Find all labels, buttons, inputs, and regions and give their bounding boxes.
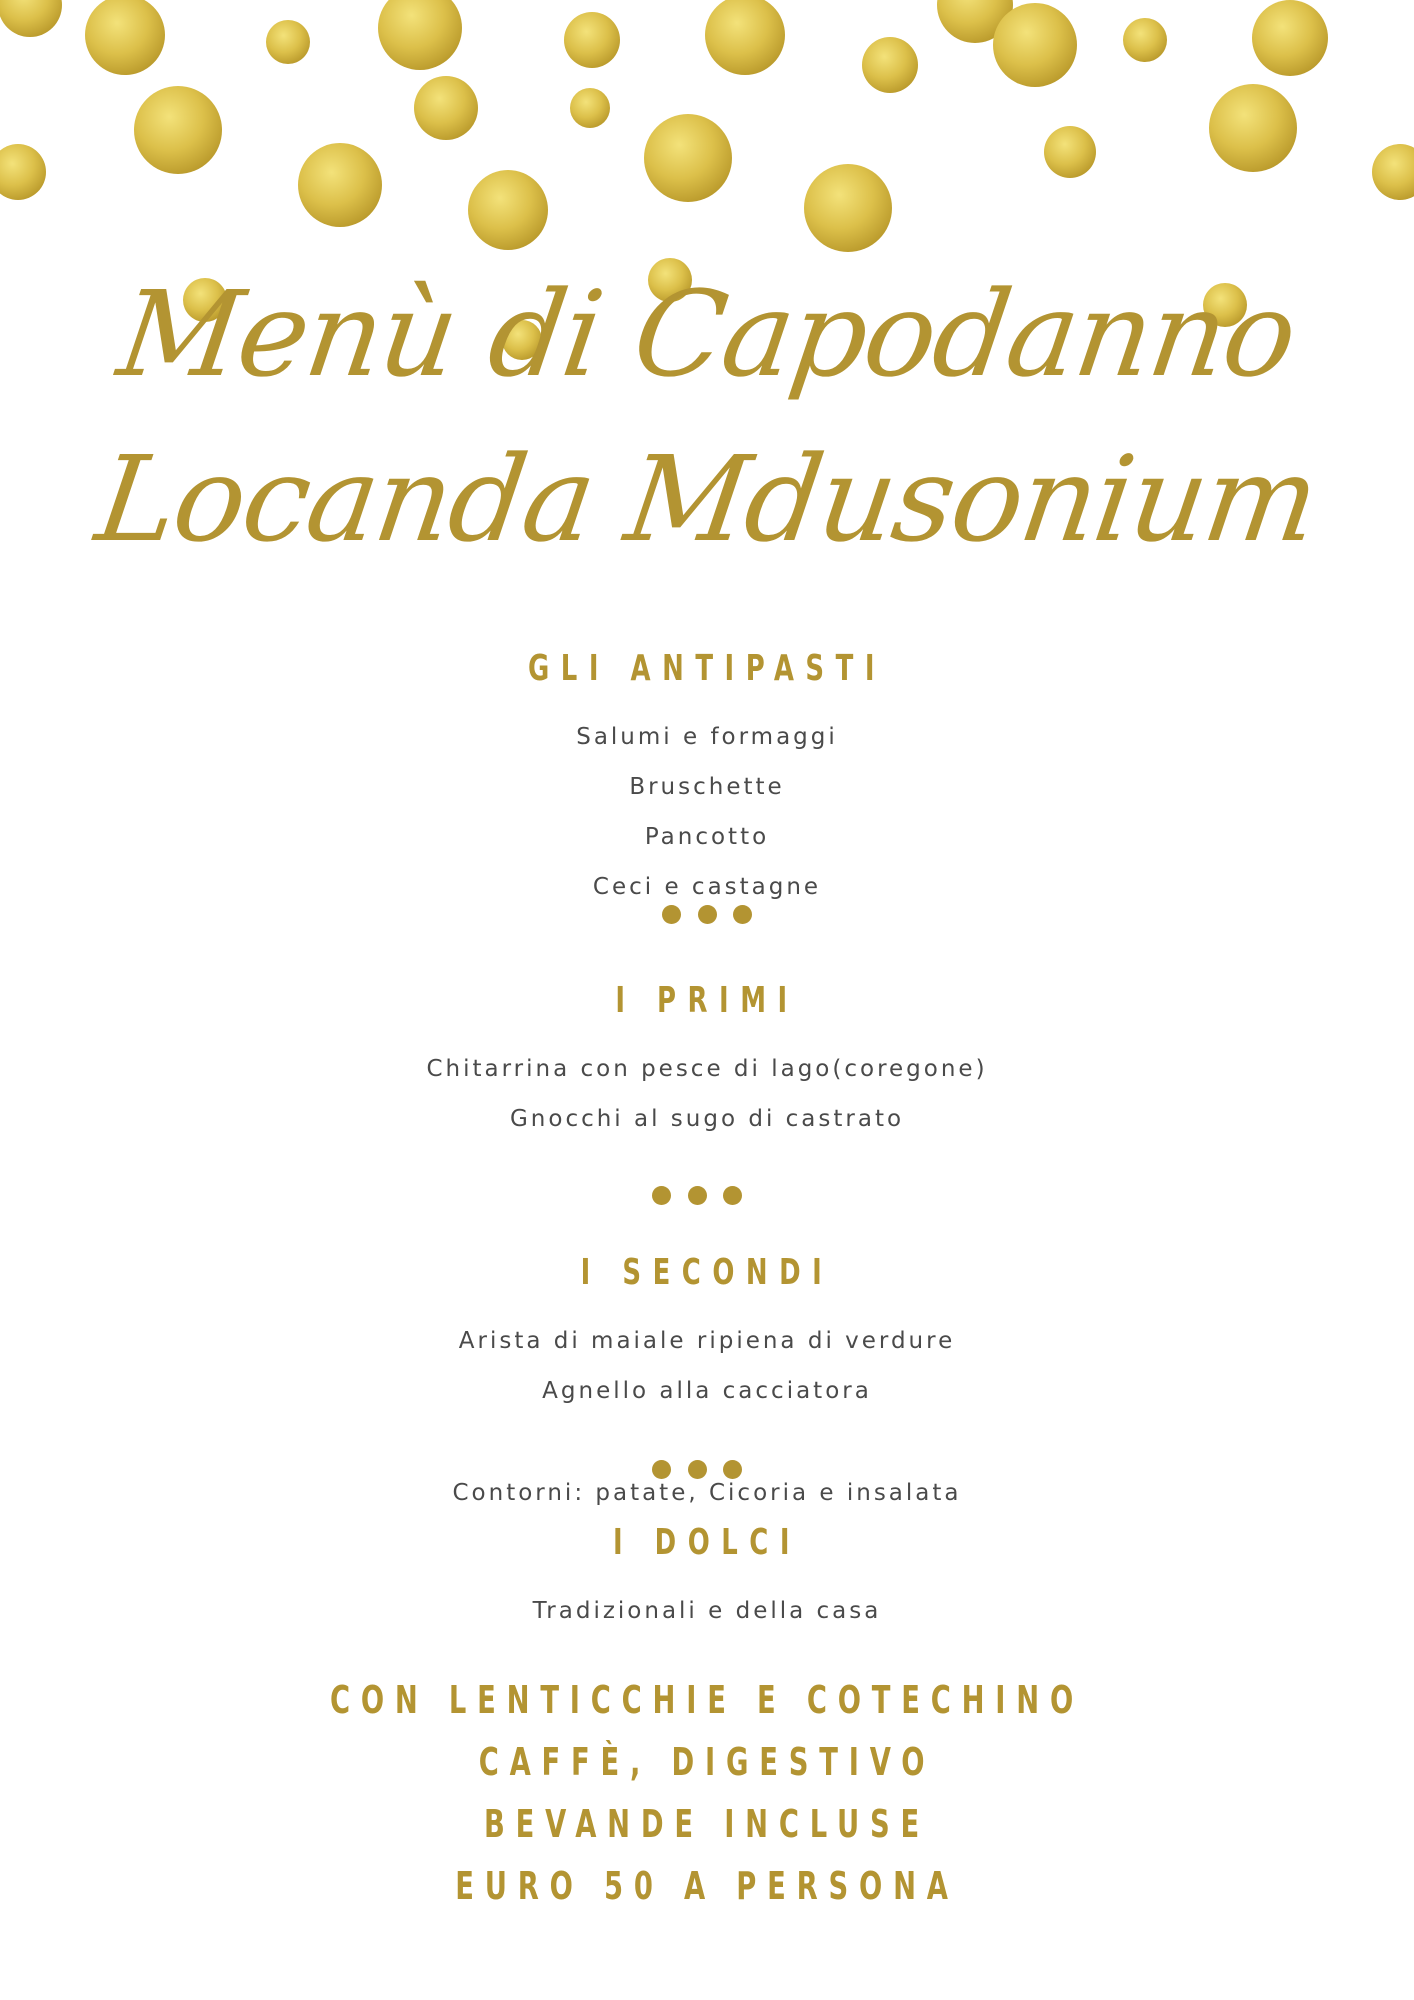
menu-title: Menù di Capodanno [110, 265, 1304, 403]
heading-dolci: I DOLCI [612, 1522, 802, 1563]
menu-item: Chitarrina con pesce di lago(coregone) [426, 1056, 988, 1082]
menu-item: Gnocchi al sugo di castrato [509, 1106, 905, 1132]
menu-item: Ceci e castagne [592, 874, 822, 900]
dot-divider [662, 903, 752, 925]
menu-item: Tradizionali e della casa [532, 1598, 882, 1624]
heading-secondi: I SECONDI [580, 1252, 834, 1293]
menu-item: Bruschette [629, 774, 785, 800]
restaurant-name: Locanda Mdusonium [88, 430, 1326, 568]
footer-line: CON LENTICCHIE E COTECHINO [329, 1678, 1085, 1722]
price-line: EURO 50 A PERSONA [455, 1864, 959, 1908]
heading-primi: I PRIMI [615, 980, 799, 1021]
dot-divider [652, 1184, 742, 1206]
menu-item: Pancotto [644, 824, 770, 850]
menu-item: Agnello alla cacciatora [542, 1378, 872, 1404]
menu-item: Arista di maiale ripiena di verdure [458, 1328, 956, 1354]
heading-antipasti: GLI ANTIPASTI [528, 648, 886, 689]
dot-divider [652, 1458, 742, 1480]
footer-line: BEVANDE INCLUSE [483, 1802, 931, 1846]
menu-item: Salumi e formaggi [576, 724, 838, 750]
footer-line: CAFFÈ, DIGESTIVO [478, 1740, 936, 1784]
side-dishes-note: Contorni: patate, Cicoria e insalata [452, 1480, 962, 1506]
